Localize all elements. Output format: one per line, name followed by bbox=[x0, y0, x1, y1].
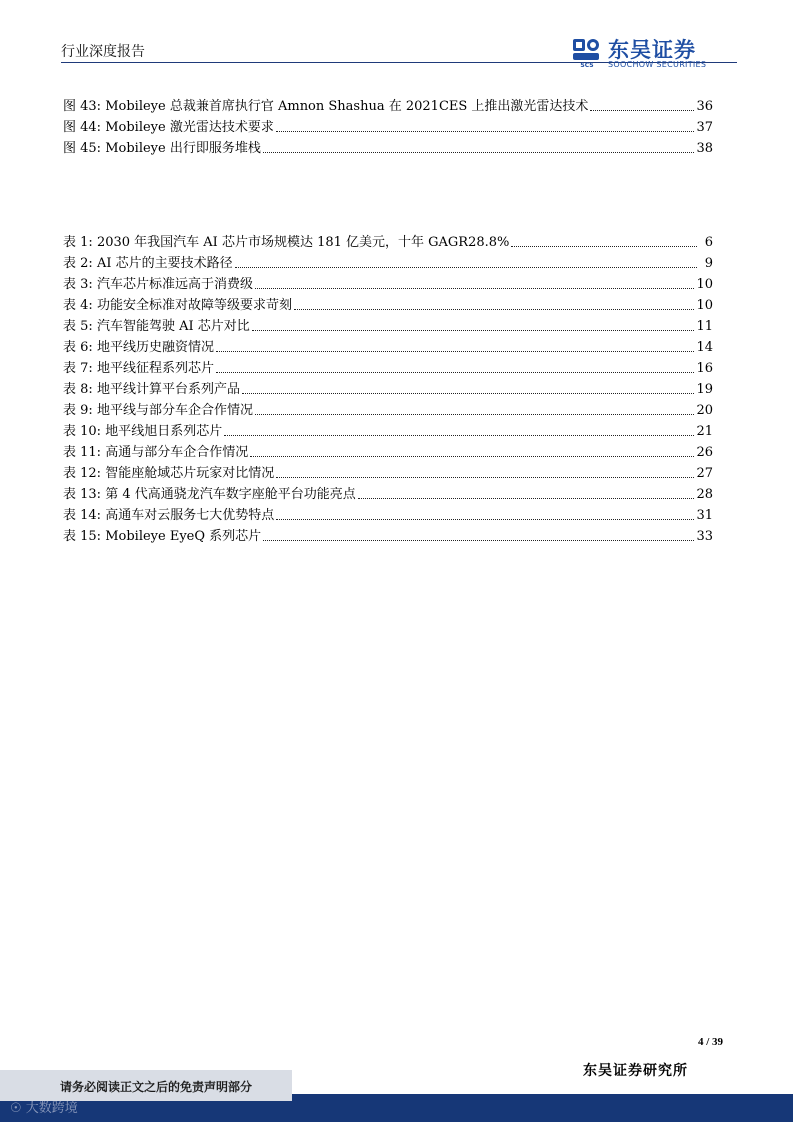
toc-entry-label: 表 4: bbox=[63, 298, 93, 313]
toc-entry-page: 11 bbox=[696, 319, 713, 334]
toc-entry-label: 图 45: bbox=[63, 141, 102, 156]
toc-entry-text: 智能座舱域芯片玩家对比情况 bbox=[105, 466, 275, 481]
toc-entry-label: 表 1: bbox=[63, 235, 93, 250]
toc-entry-text: 汽车智能驾驶 AI 芯片对比 bbox=[96, 319, 250, 334]
watermark bbox=[10, 1097, 78, 1116]
toc-entry-label: 图 43: bbox=[63, 99, 102, 114]
table-toc-row[interactable] bbox=[63, 399, 713, 420]
toc-entry-label: 图 44: bbox=[63, 120, 102, 135]
watermark-icon: ☉ bbox=[10, 1101, 26, 1116]
toc-entry-page: 27 bbox=[696, 466, 713, 481]
toc-entry-page: 19 bbox=[696, 382, 713, 397]
page-number: 4 / 39 bbox=[698, 1036, 724, 1048]
toc-entry-text: 第 4 代高通骁龙汽车数字座舱平台功能亮点 bbox=[105, 487, 356, 502]
toc-entry-title bbox=[63, 116, 274, 135]
toc-entry-page: 10 bbox=[696, 298, 713, 313]
toc-entry-text: 功能安全标准对故障等级要求苛刻 bbox=[96, 298, 292, 313]
toc-entry-text: AI 芯片的主要技术路径 bbox=[96, 256, 233, 271]
table-toc-row[interactable] bbox=[63, 378, 713, 399]
toc-entry-page: 16 bbox=[696, 361, 713, 376]
toc-leader-dots bbox=[235, 267, 697, 268]
logo-abbr: SCS bbox=[580, 62, 594, 69]
figure-list bbox=[63, 95, 713, 158]
toc-entry-title bbox=[63, 315, 250, 334]
figure-toc-row[interactable] bbox=[63, 116, 713, 137]
toc-entry-page: 28 bbox=[696, 487, 713, 502]
table-toc-row[interactable] bbox=[63, 273, 713, 294]
figure-toc-row[interactable] bbox=[63, 137, 713, 158]
toc-entry-page: 38 bbox=[696, 141, 713, 156]
toc-leader-dots bbox=[255, 414, 695, 415]
toc-entry-title bbox=[63, 525, 261, 544]
toc-entry-page: 31 bbox=[696, 508, 713, 523]
logo-text-cn: 东吴证券 bbox=[608, 38, 696, 62]
toc-entry-title bbox=[63, 504, 274, 523]
toc-leader-dots bbox=[216, 351, 695, 352]
toc-entry-title bbox=[63, 273, 253, 292]
toc-entry-label: 表 3: bbox=[63, 277, 93, 292]
toc-leader-dots bbox=[242, 393, 695, 394]
toc-entry-page: 37 bbox=[696, 120, 713, 135]
toc-entry-text: Mobileye EyeQ 系列芯片 bbox=[105, 529, 262, 544]
toc-entry-text: Mobileye 总裁兼首席执行官 Amnon Shashua 在 2021CES 上推出激光雷达技术 bbox=[105, 99, 589, 114]
toc-leader-dots bbox=[590, 110, 694, 111]
toc-entry-title bbox=[63, 231, 509, 250]
toc-entry-page: 6 bbox=[704, 235, 713, 250]
toc-entry-text: 高通车对云服务七大优势特点 bbox=[105, 508, 275, 523]
toc-entry-title bbox=[63, 462, 274, 481]
toc-entry-page: 14 bbox=[696, 340, 713, 355]
toc-entry-text: Mobileye 出行即服务堆栈 bbox=[105, 141, 261, 156]
toc-entry-text: Mobileye 激光雷达技术要求 bbox=[105, 120, 274, 135]
toc-entry-text: 地平线计算平台系列产品 bbox=[96, 382, 240, 397]
toc-entry-label: 表 9: bbox=[63, 403, 93, 418]
toc-entry-label: 表 2: bbox=[63, 256, 93, 271]
toc-leader-dots bbox=[216, 372, 695, 373]
table-toc-row[interactable] bbox=[63, 483, 713, 504]
table-toc-row[interactable] bbox=[63, 462, 713, 483]
toc-entry-page: 9 bbox=[704, 256, 713, 271]
toc-entry-title bbox=[63, 399, 253, 418]
disclaimer-text: 请务必阅读正文之后的免责声明部分 bbox=[60, 1080, 253, 1094]
toc-entry-label: 表 12: bbox=[63, 466, 102, 481]
toc-entry-label: 表 13: bbox=[63, 487, 102, 502]
table-toc-row[interactable] bbox=[63, 420, 713, 441]
toc-entry-title bbox=[63, 357, 214, 376]
table-toc-row[interactable] bbox=[63, 252, 713, 273]
table-toc-row[interactable] bbox=[63, 525, 713, 546]
toc-entry-title bbox=[63, 378, 240, 397]
toc-leader-dots bbox=[276, 519, 694, 520]
toc-entry-label: 表 11: bbox=[63, 445, 102, 460]
toc-leader-dots bbox=[276, 477, 694, 478]
table-toc-row[interactable] bbox=[63, 315, 713, 336]
toc-entry-title bbox=[63, 441, 248, 460]
toc-entry-title bbox=[63, 95, 588, 114]
logo-text-en: SOOCHOW SECURITIES bbox=[608, 60, 707, 69]
toc-entry-page: 10 bbox=[696, 277, 713, 292]
toc-entry-title bbox=[63, 336, 214, 355]
toc-entry-text: 地平线旭日系列芯片 bbox=[105, 424, 223, 439]
watermark-text: 大数跨境 bbox=[25, 1101, 78, 1116]
toc-entry-page: 33 bbox=[696, 529, 713, 544]
table-toc-row[interactable] bbox=[63, 231, 713, 252]
toc-leader-dots bbox=[276, 131, 695, 132]
toc-entry-page: 36 bbox=[696, 99, 713, 114]
table-toc-row[interactable] bbox=[63, 504, 713, 525]
toc-entry-title bbox=[63, 483, 356, 502]
toc-entry-page: 26 bbox=[696, 445, 713, 460]
toc-entry-text: 汽车芯片标准远高于消费级 bbox=[96, 277, 253, 292]
toc-entry-page: 21 bbox=[696, 424, 713, 439]
toc-entry-text: 地平线历史融资情况 bbox=[96, 340, 214, 355]
toc-entry-label: 表 7: bbox=[63, 361, 93, 376]
toc-entry-text: 高通与部分车企合作情况 bbox=[105, 445, 249, 460]
toc-leader-dots bbox=[294, 309, 695, 310]
toc-entry-text: 2030 年我国汽车 AI 芯片市场规模达 181 亿美元，十年 GAGR28.8% bbox=[96, 235, 510, 250]
figure-toc-row[interactable] bbox=[63, 95, 713, 116]
toc-entry-label: 表 5: bbox=[63, 319, 93, 334]
table-toc-row[interactable] bbox=[63, 294, 713, 315]
toc-entry-title bbox=[63, 137, 261, 156]
toc-leader-dots bbox=[252, 330, 695, 331]
company-logo bbox=[572, 34, 738, 72]
toc-leader-dots bbox=[263, 540, 694, 541]
table-toc-row[interactable] bbox=[63, 336, 713, 357]
table-toc-row[interactable] bbox=[63, 357, 713, 378]
toc-leader-dots bbox=[224, 435, 694, 436]
toc-entry-label: 表 15: bbox=[63, 529, 102, 544]
table-list bbox=[63, 231, 713, 546]
toc-entry-label: 表 8: bbox=[63, 382, 93, 397]
toc-leader-dots bbox=[511, 246, 697, 247]
section-label: 行业深度报告 bbox=[61, 44, 145, 60]
toc-entry-text: 地平线征程系列芯片 bbox=[96, 361, 214, 376]
toc-leader-dots bbox=[358, 498, 695, 499]
toc-entry-title bbox=[63, 420, 222, 439]
toc-leader-dots bbox=[250, 456, 694, 457]
table-toc-row[interactable] bbox=[63, 441, 713, 462]
toc-entry-title bbox=[63, 252, 233, 271]
toc-entry-text: 地平线与部分车企合作情况 bbox=[96, 403, 253, 418]
toc-entry-label: 表 10: bbox=[63, 424, 102, 439]
toc-entry-title bbox=[63, 294, 292, 313]
toc-entry-label: 表 14: bbox=[63, 508, 102, 523]
toc-leader-dots bbox=[255, 288, 695, 289]
footer-company: 东吴证券研究所 bbox=[583, 1063, 688, 1079]
toc-entry-page: 20 bbox=[696, 403, 713, 418]
toc-entry-label: 表 6: bbox=[63, 340, 93, 355]
toc-leader-dots bbox=[263, 152, 695, 153]
